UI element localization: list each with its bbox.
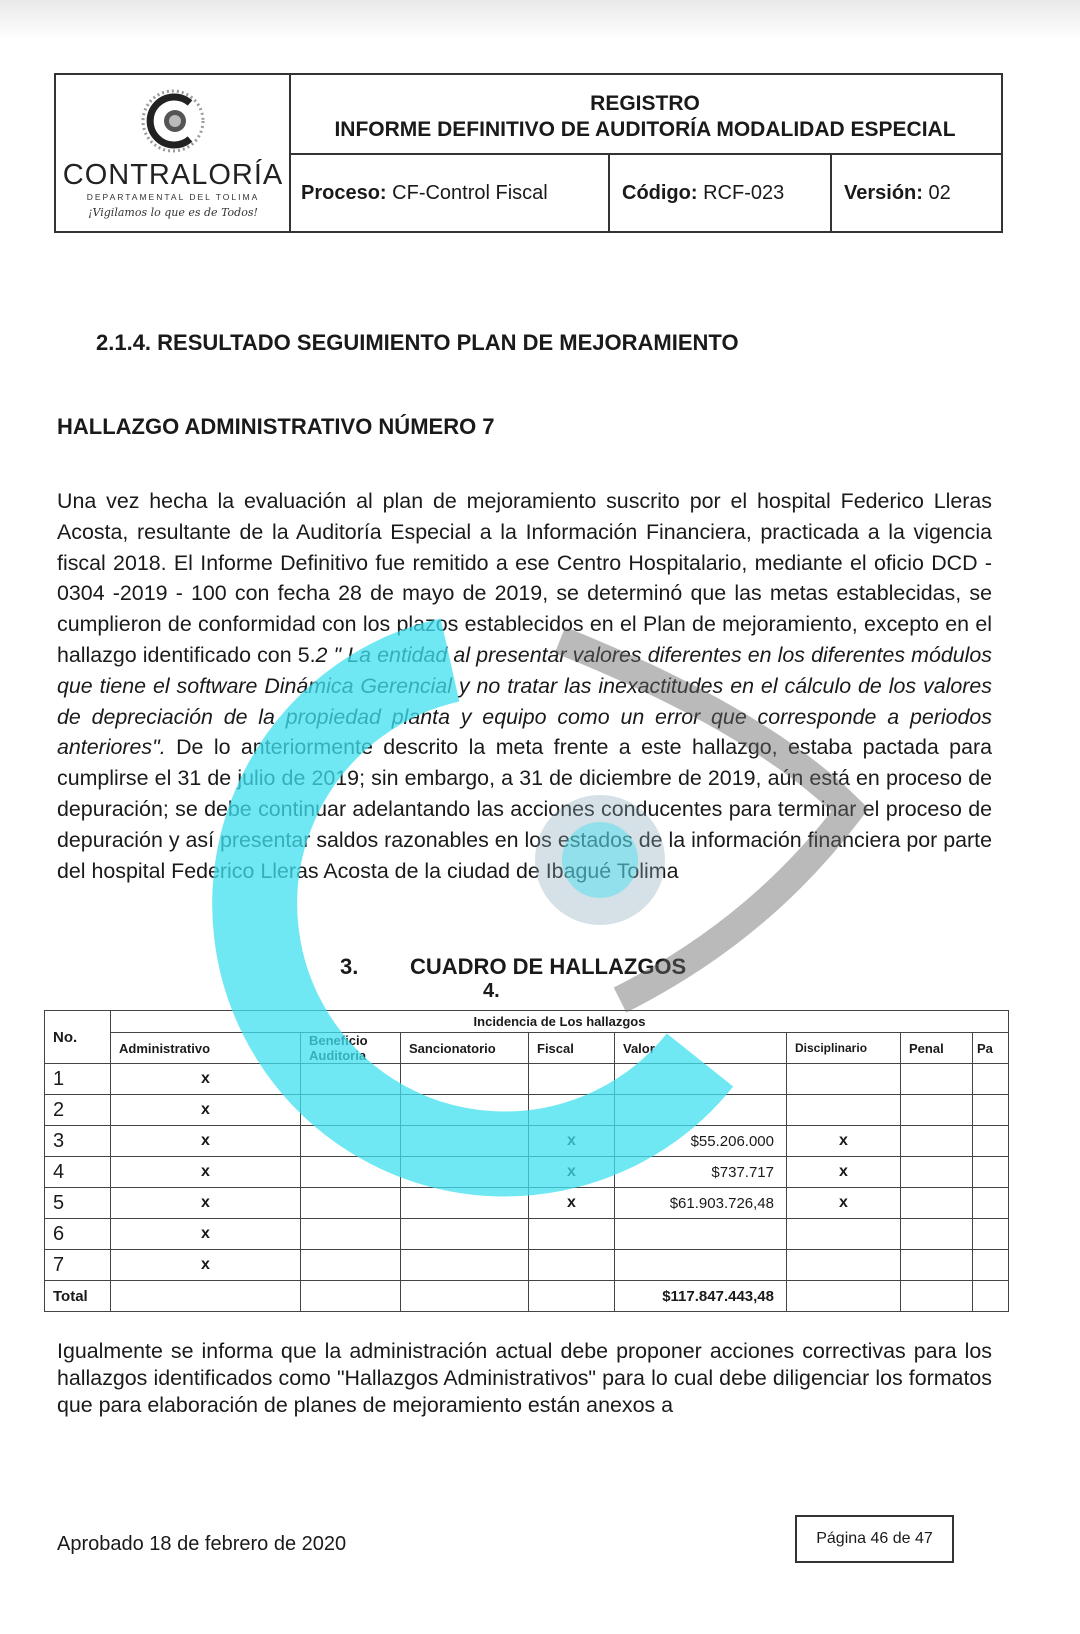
code-label: Código: [622, 182, 698, 204]
cell-fiscal [529, 1250, 615, 1281]
cell-valor [615, 1095, 787, 1126]
paragraph-number: 2 [315, 642, 328, 667]
cell-penal [901, 1095, 973, 1126]
cell-pa [973, 1064, 1009, 1095]
cell-administrativo: x [111, 1064, 301, 1095]
cell-valor [615, 1250, 787, 1281]
col-header-administrativo: Administrativo [111, 1033, 301, 1064]
row-number: 6 [45, 1219, 111, 1250]
cell-sancionatorio [401, 1126, 529, 1157]
col-header-disciplinario: Disciplinario [787, 1033, 901, 1064]
table-row [45, 1219, 1009, 1250]
page-number: Página 46 de 47 [795, 1515, 954, 1563]
cell-fiscal: x [529, 1188, 615, 1219]
cell-administrativo: x [111, 1095, 301, 1126]
paragraph-part1: Una vez hecha la evaluación al plan de mejoramiento suscrito por el hospital Federico Lleras Acosta, resultante de la Auditoría Especial a la Información Financiera, practicada a la vigencia fiscal 2018. El Informe Definitivo fue remitido a ese Centro Hospitalario, mediante el oficio DCD - 0304 -2019 - 100 con fecha 28 de mayo de 2019, se determinó que las metas establecidas, se cumplieron de conformidad con los plazos establecidos en el Plan de mejoramiento, excepto en el hallazgo identificado con 5. [57, 489, 992, 667]
table-heading-number2: 4. [483, 980, 500, 1002]
cell-pa [973, 1188, 1009, 1219]
cell-pa [973, 1095, 1009, 1126]
cell-disciplinario [787, 1095, 901, 1126]
cell-sancionatorio [401, 1095, 529, 1126]
table-row [45, 1157, 1009, 1188]
cell-administrativo: x [111, 1188, 301, 1219]
version-cell [832, 155, 1001, 231]
header-title-line1: REGISTRO [590, 92, 700, 115]
total-label: Total [45, 1281, 111, 1312]
findings-table [44, 1010, 1009, 1312]
cell-administrativo: x [111, 1126, 301, 1157]
paragraph-quote: " La entidad al presentar valores diferentes en los diferentes módulos que tiene el software Dinámica Gerencial y no tratar las inexactitudes en el cálculo de los valores de depreciación de la propiedad planta y equipo como un error que corresponde a periodos anteriores". [57, 642, 992, 760]
cell-administrativo: x [111, 1157, 301, 1188]
paragraph-part2: De lo anteriormente descrito la meta frente a este hallazgo, estaba pactada para cumplirse el 31 de julio de 2019; sin embargo, a 31 de diciembre de 2019, aún está en proceso de depuración; se debe continuar adelantando las acciones conducentes para terminar el proceso de depuración y así presentar saldos razonables en los estados de la información financiera por parte del hospital Federico Lleras Acosta de la ciudad de Ibagué Tolima [57, 735, 992, 883]
cell-beneficio [301, 1126, 401, 1157]
table-heading-number: 3. [340, 954, 359, 979]
section-title: 2.1.4. RESULTADO SEGUIMIENTO PLAN DE MEJORAMIENTO [96, 330, 739, 355]
row-number: 3 [45, 1126, 111, 1157]
logo-name: CONTRALORÍA [62, 159, 284, 191]
col-header-valor: Valor [615, 1033, 787, 1064]
cell-disciplinario: x [787, 1188, 901, 1219]
cell-sancionatorio [401, 1157, 529, 1188]
total-value: $117.847.443,48 [615, 1281, 787, 1312]
table-row [45, 1064, 1009, 1095]
document-header [54, 73, 1003, 233]
col-header-beneficio: Beneficio Auditoria [301, 1033, 401, 1064]
cell-beneficio [301, 1219, 401, 1250]
cell-disciplinario [787, 1219, 901, 1250]
row-number: 4 [45, 1157, 111, 1188]
cell-penal [901, 1250, 973, 1281]
col-header-penal: Penal [901, 1033, 973, 1064]
cell-pa [973, 1157, 1009, 1188]
table-total-row [45, 1281, 1009, 1312]
cell-sancionatorio [401, 1219, 529, 1250]
header-title-line2: INFORME DEFINITIVO DE AUDITORÍA MODALIDAD ESPECIAL [334, 118, 956, 141]
cell-sancionatorio [401, 1188, 529, 1219]
table-row [45, 1126, 1009, 1157]
cell-pa [973, 1250, 1009, 1281]
cell-valor [615, 1219, 787, 1250]
table-heading-title: CUADRO DE HALLAZGOS [410, 954, 687, 979]
cell-disciplinario: x [787, 1126, 901, 1157]
cell-valor: $737.717 [615, 1157, 787, 1188]
process-label: Proceso: [301, 182, 387, 204]
cell-beneficio [301, 1064, 401, 1095]
cell-beneficio [301, 1157, 401, 1188]
cell-beneficio [301, 1188, 401, 1219]
header-title [289, 75, 1001, 155]
cell-sancionatorio [401, 1064, 529, 1095]
contraloria-logo-icon [138, 85, 208, 157]
page-shadow [0, 0, 1080, 40]
row-number: 1 [45, 1064, 111, 1095]
cell-fiscal: x [529, 1126, 615, 1157]
cell-administrativo: x [111, 1219, 301, 1250]
cell-penal [901, 1219, 973, 1250]
cell-fiscal [529, 1095, 615, 1126]
cell-valor: $55.206.000 [615, 1126, 787, 1157]
table-row [45, 1250, 1009, 1281]
cell-fiscal [529, 1064, 615, 1095]
cell-pa [973, 1126, 1009, 1157]
code-cell [610, 155, 832, 231]
table-row [45, 1188, 1009, 1219]
table-row [45, 1095, 1009, 1126]
row-number: 5 [45, 1188, 111, 1219]
cell-fiscal: x [529, 1157, 615, 1188]
group-header: Incidencia de Los hallazgos [111, 1011, 1009, 1033]
row-number: 7 [45, 1250, 111, 1281]
col-no-header: No. [45, 1011, 111, 1064]
cell-fiscal [529, 1219, 615, 1250]
subsection-title: HALLAZGO ADMINISTRATIVO NÚMERO 7 [57, 414, 495, 439]
version-label: Versión: [844, 182, 923, 204]
closing-paragraph: Igualmente se informa que la administración actual debe proponer acciones correctivas para los hallazgos identificados como "Hallazgos Administrativos" para lo cual debe diligenciar los formatos que para elaboración de planes de mejoramiento están anexos a [57, 1339, 992, 1417]
cell-disciplinario [787, 1250, 901, 1281]
row-number: 2 [45, 1095, 111, 1126]
cell-pa [973, 1219, 1009, 1250]
cell-disciplinario [787, 1064, 901, 1095]
approval-date: Aprobado 18 de febrero de 2020 [57, 1533, 347, 1555]
body-paragraph [57, 486, 992, 886]
cell-penal [901, 1126, 973, 1157]
cell-sancionatorio [401, 1250, 529, 1281]
cell-valor: $61.903.726,48 [615, 1188, 787, 1219]
col-header-fiscal: Fiscal [529, 1033, 615, 1064]
process-value: CF-Control Fiscal [392, 182, 548, 204]
col-header-sancionatorio: Sancionatorio [401, 1033, 529, 1064]
code-value: RCF-023 [703, 182, 785, 204]
logo-cell [56, 75, 291, 231]
cell-penal [901, 1188, 973, 1219]
process-cell [289, 155, 610, 231]
cell-administrativo: x [111, 1250, 301, 1281]
cell-disciplinario: x [787, 1157, 901, 1188]
cell-beneficio [301, 1250, 401, 1281]
logo-subtitle: DEPARTAMENTAL DEL TOLIMA [86, 192, 260, 202]
cell-beneficio [301, 1095, 401, 1126]
col-header-pa: Pa [973, 1033, 1009, 1064]
cell-penal [901, 1064, 973, 1095]
version-value: 02 [928, 182, 951, 204]
cell-penal [901, 1157, 973, 1188]
cell-valor [615, 1064, 787, 1095]
logo-slogan: ¡Vigilamos lo que es de Todos! [88, 206, 258, 219]
